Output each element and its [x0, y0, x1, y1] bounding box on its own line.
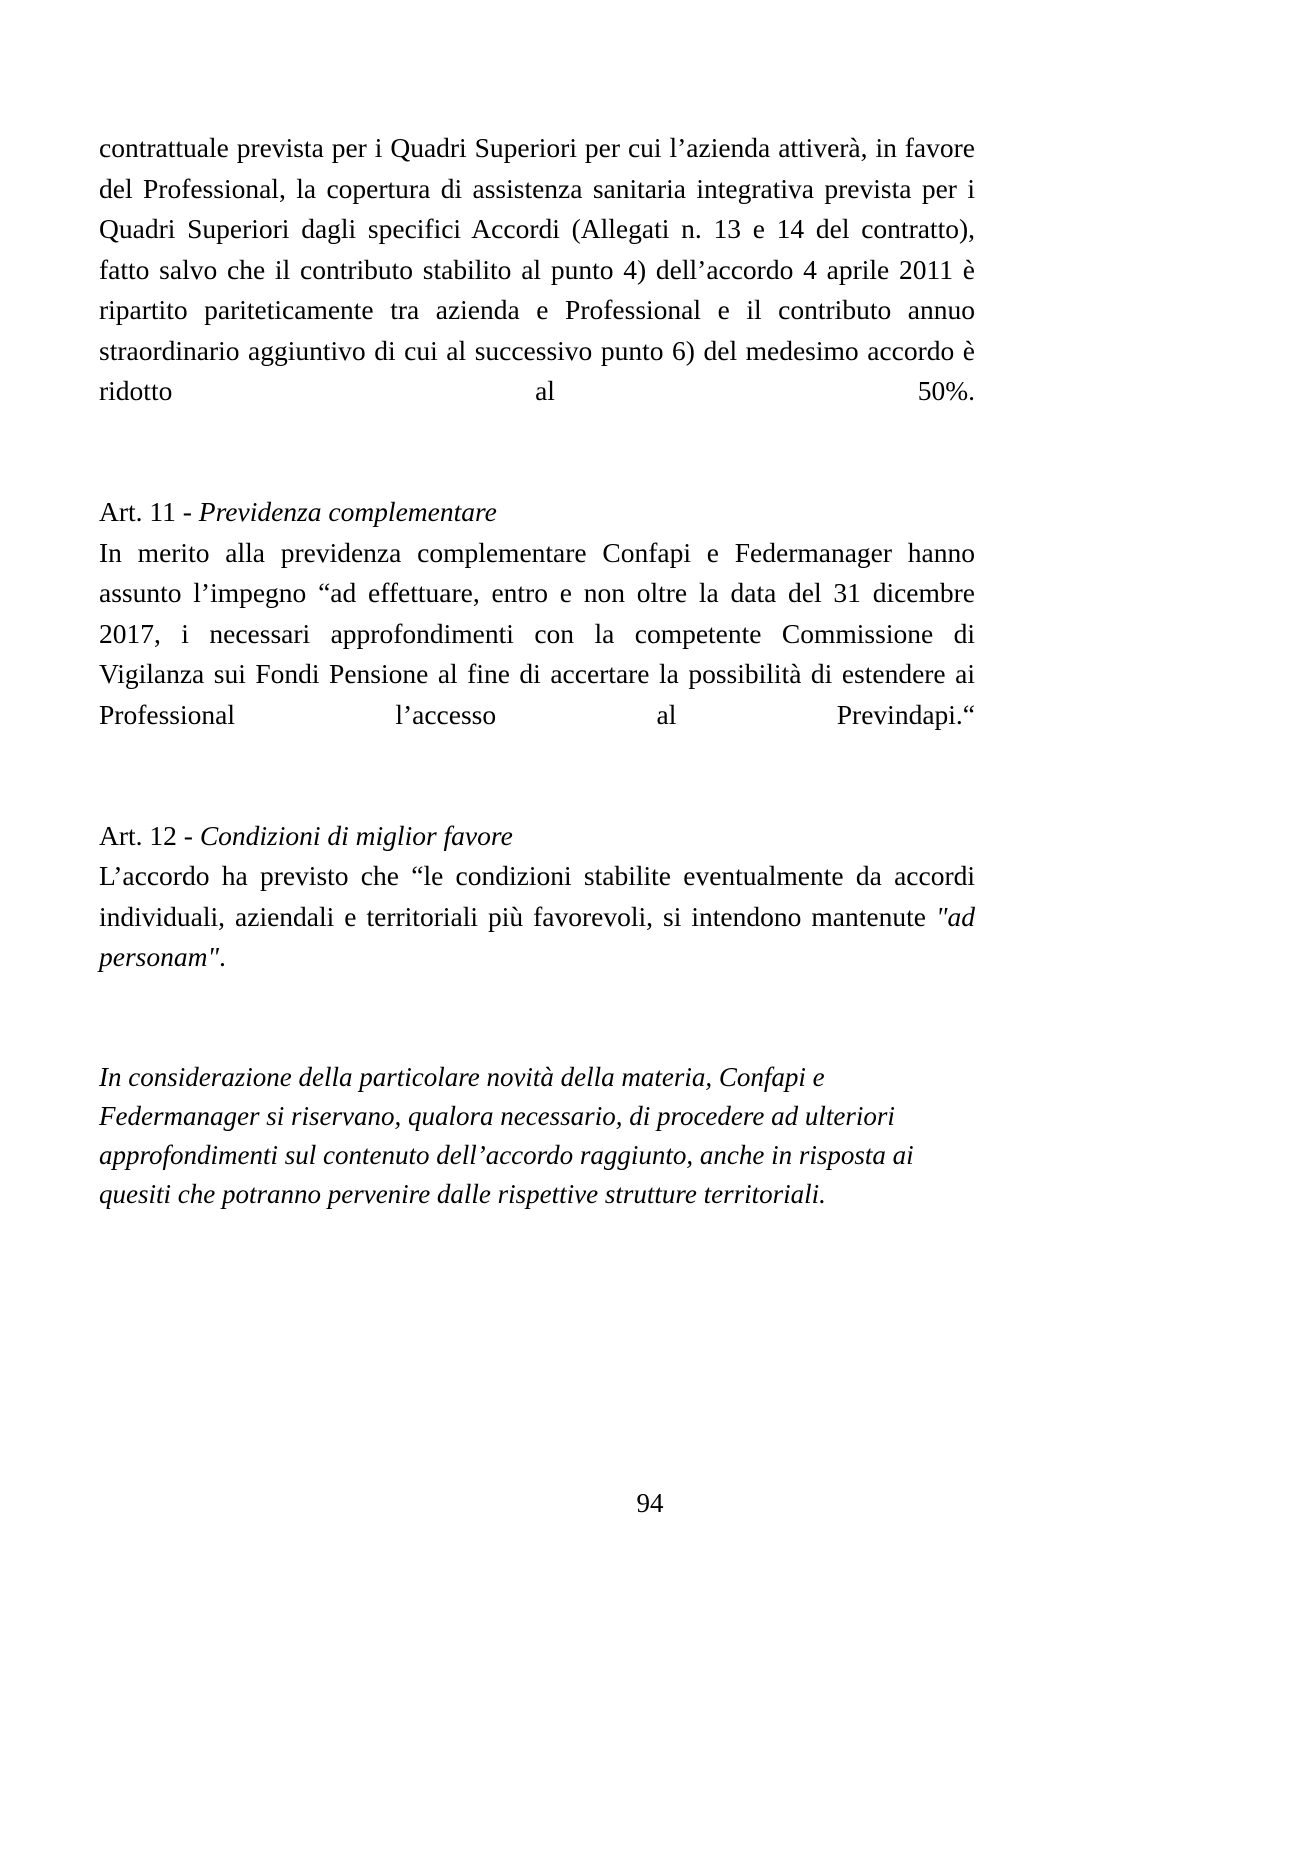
article-11-label: Art. 11 -: [99, 496, 199, 527]
closing-note: In considerazione della particolare novità della materia, Confapi e Federmanager si riservano, qualora necessario, di procedere ad ulteriori approfondimenti sul contenuto dell’accordo raggiunto, anche in risposta ai quesiti che potranno pervenire dalle rispettive strutture territoriali.: [99, 1062, 914, 1209]
paragraph-spacer: [99, 452, 975, 492]
article-11-title: Previdenza complementare: [198, 496, 497, 527]
page-number: 94: [636, 1488, 664, 1518]
article-12-title: Condizioni di miglior favore: [199, 819, 513, 851]
article-heading-12: [99, 816, 975, 857]
page-content: [99, 128, 975, 1214]
article-12-body: [99, 856, 975, 1018]
article-11-body: In merito alla previdenza complementare Confapi e Federmanager hanno assunto l’impegno “ad effettuare, entro e non oltre la data del 31 dicembre 2017, i necessari approfondimenti con la competente Commissione di Vigilanza sui Fondi Pensione al fine di accertare la possibilità di estendere ai Professional l’accesso al Previndapi.“: [99, 536, 975, 730]
article-12-label: Art. 12 -: [99, 819, 200, 851]
article-12-body-text: L’accordo ha previsto che “le condizioni stabilite eventualmente da accordi individuali, aziendali e territoriali più favorevoli, si intendono mantenute: [99, 860, 975, 932]
paragraph-continued: contrattuale prevista per i Quadri Superiori per cui l’azienda attiverà, in favore del Professional, la copertura di assistenza sanitaria integrativa prevista per i Quadri Superiori dagli specifici Accordi (Allegati n. 13 e 14 del contratto), fatto salvo che il contributo stabilito al punto 4) dell’accordo 4 aprile 2011 è ripartito pariteticamente tra azienda e Professional e il contributo annuo straordinario aggiuntivo di cui al successivo punto 6) del medesimo accordo è ridotto al 50%.: [99, 132, 975, 406]
article-12-body-end: .: [219, 941, 226, 972]
article-12-ad-personam: "ad personam": [99, 900, 975, 972]
paragraph-spacer: [99, 1018, 975, 1058]
paragraph-spacer: [99, 776, 975, 816]
article-heading-11: [99, 492, 975, 533]
